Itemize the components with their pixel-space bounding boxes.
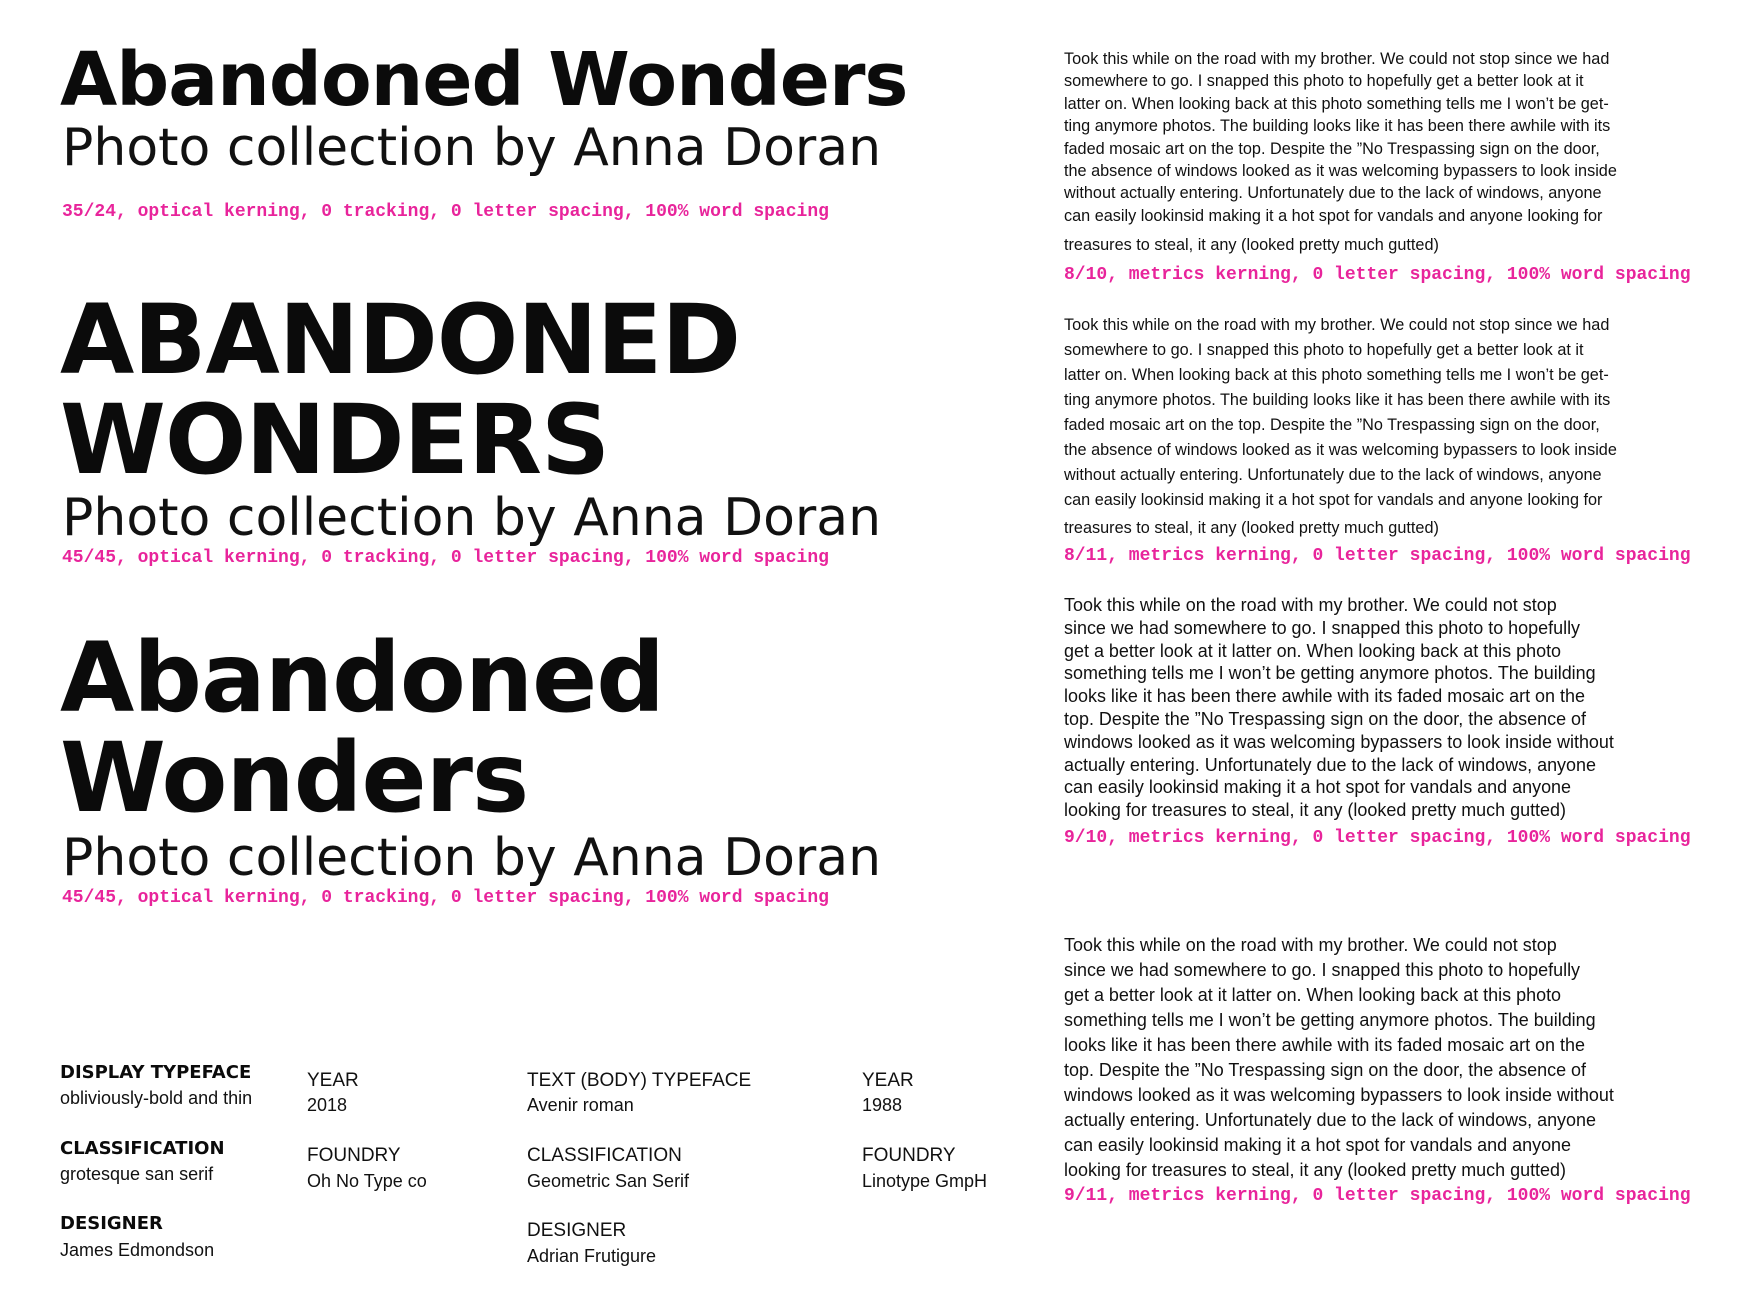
- body-line: ting anymore photos. The building looks like it has been there awhile with its: [1064, 117, 1611, 136]
- body-line: looks like it has been there awhile with its faded mosaic art on the: [1064, 685, 1585, 707]
- display-designer-value: James Edmondson: [60, 1240, 215, 1260]
- display-year-label: YEAR: [307, 1070, 359, 1091]
- display-foundry-label: FOUNDRY: [307, 1145, 401, 1166]
- body-line: something tells me I won’t be getting anymore photos. The building: [1064, 1009, 1596, 1030]
- specimen-3-title-line1: Abandoned: [60, 622, 664, 734]
- specimen-3-subtitle: Photo collection by Anna Doran: [62, 828, 882, 888]
- body-line: actually entering. Unfortunately due to the lack of windows, anyone: [1064, 1109, 1596, 1130]
- body-sample-4: [1064, 932, 1744, 1182]
- body-sample-3: [1064, 594, 1744, 822]
- text-designer-value: Adrian Frutigure: [527, 1246, 657, 1266]
- specimen-1-title: Abandoned Wonders: [60, 37, 908, 123]
- display-typeface-value: obliviously-bold and thin: [60, 1088, 253, 1108]
- body-line: something tells me I won’t be getting anymore photos. The building: [1064, 662, 1596, 684]
- specimen-1-spec: 35/24, optical kerning, 0 tracking, 0 letter spacing, 100% word spacing: [62, 202, 829, 222]
- body-line: somewhere to go. I snapped this photo to hopefully get a better look at it: [1064, 72, 1584, 91]
- body-sample-1: [1064, 48, 1724, 257]
- display-classification-value: grotesque san serif: [60, 1164, 214, 1184]
- body-line: faded mosaic art on the top. Despite the ”No Trespassing sign on the door,: [1064, 416, 1600, 434]
- display-typeface-label: DISPLAY TYPEFACE: [60, 1062, 252, 1083]
- text-year-value: 1988: [862, 1095, 903, 1115]
- body-line: the absence of windows looked as it was welcoming bypassers to look inside: [1064, 441, 1617, 459]
- body-line: Took this while on the road with my brother. We could not stop: [1064, 934, 1557, 955]
- body-line: treasures to steal, it any (looked pretty much gutted): [1064, 236, 1439, 255]
- specimen-2-title-line2: WONDERS: [60, 384, 610, 496]
- body-line: without actually entering. Unfortunately due to the lack of windows, anyone: [1064, 184, 1602, 203]
- body-line: can easily lookinsid making it a hot spot for vandals and anyone looking for: [1064, 491, 1603, 509]
- body-line: latter on. When looking back at this photo something tells me I won’t be get-: [1064, 94, 1609, 113]
- body-sample-1-spec: 8/10, metrics kerning, 0 letter spacing, 100% word spacing: [1064, 265, 1691, 285]
- display-classification-label: CLASSIFICATION: [60, 1138, 225, 1159]
- text-classification-label: CLASSIFICATION: [527, 1145, 682, 1166]
- body-line: Took this while on the road with my brother. We could not stop since we had: [1064, 316, 1610, 334]
- text-typeface-label: TEXT (BODY) TYPEFACE: [527, 1070, 752, 1091]
- body-line: faded mosaic art on the top. Despite the ”No Trespassing sign on the door,: [1064, 139, 1600, 158]
- body-line: somewhere to go. I snapped this photo to hopefully get a better look at it: [1064, 341, 1584, 359]
- text-foundry-label: FOUNDRY: [862, 1145, 956, 1166]
- body-line: since we had somewhere to go. I snapped this photo to hopefully: [1064, 959, 1581, 980]
- body-line: can easily lookinsid making it a hot spot for vandals and anyone looking for: [1064, 206, 1603, 225]
- body-sample-2: [1064, 313, 1724, 541]
- text-typeface-value: Avenir roman: [527, 1095, 634, 1115]
- specimen-2-title-line1: ABANDONED: [60, 284, 741, 396]
- body-line: windows looked as it was welcoming bypassers to look inside without: [1064, 1084, 1614, 1105]
- specimen-2-subtitle: Photo collection by Anna Doran: [62, 488, 882, 548]
- text-designer-label: DESIGNER: [527, 1220, 627, 1241]
- body-line: get a better look at it latter on. When looking back at this photo: [1064, 639, 1562, 661]
- body-sample-4-spec: 9/11, metrics kerning, 0 letter spacing, 100% word spacing: [1064, 1186, 1691, 1206]
- specimen-3-title-line2: Wonders: [60, 722, 529, 834]
- body-line: Took this while on the road with my brother. We could not stop: [1064, 594, 1557, 615]
- body-line: get a better look at it latter on. When looking back at this photo: [1064, 984, 1562, 1005]
- body-line: top. Despite the ”No Trespassing sign on the door, the absence of: [1064, 707, 1587, 729]
- text-year-label: YEAR: [862, 1070, 914, 1091]
- body-line: latter on. When looking back at this photo something tells me I won’t be get-: [1064, 366, 1609, 384]
- specimen-1-subtitle: Photo collection by Anna Doran: [62, 118, 882, 178]
- body-line: can easily lookinsid making it a hot spot for vandals and anyone: [1064, 776, 1572, 798]
- text-foundry-value: Linotype GmpH: [862, 1171, 988, 1191]
- body-line: since we had somewhere to go. I snapped this photo to hopefully: [1064, 616, 1581, 638]
- display-year-value: 2018: [307, 1095, 348, 1115]
- body-sample-3-spec: 9/10, metrics kerning, 0 letter spacing, 100% word spacing: [1064, 828, 1691, 848]
- specimen-2-spec: 45/45, optical kerning, 0 tracking, 0 letter spacing, 100% word spacing: [62, 548, 829, 568]
- body-line: can easily lookinsid making it a hot spot for vandals and anyone: [1064, 1134, 1572, 1155]
- body-line: actually entering. Unfortunately due to the lack of windows, anyone: [1064, 753, 1596, 775]
- body-line: Took this while on the road with my brother. We could not stop since we had: [1064, 50, 1610, 68]
- body-line: the absence of windows looked as it was welcoming bypassers to look inside: [1064, 162, 1617, 181]
- body-line: without actually entering. Unfortunately due to the lack of windows, anyone: [1064, 466, 1602, 484]
- body-line: treasures to steal, it any (looked pretty much gutted): [1064, 519, 1439, 537]
- display-foundry-value: Oh No Type co: [307, 1171, 427, 1191]
- body-line: windows looked as it was welcoming bypassers to look inside without: [1064, 730, 1614, 752]
- text-classification-value: Geometric San Serif: [527, 1171, 690, 1191]
- body-line: looks like it has been there awhile with its faded mosaic art on the: [1064, 1034, 1585, 1055]
- body-line: ting anymore photos. The building looks like it has been there awhile with its: [1064, 391, 1611, 409]
- display-designer-label: DESIGNER: [60, 1213, 163, 1234]
- body-line: looking for treasures to steal, it any (looked pretty much gutted): [1064, 1159, 1567, 1180]
- body-sample-2-spec: 8/11, metrics kerning, 0 letter spacing, 100% word spacing: [1064, 546, 1691, 566]
- specimen-3-spec: 45/45, optical kerning, 0 tracking, 0 letter spacing, 100% word spacing: [62, 888, 829, 908]
- body-line: looking for treasures to steal, it any (looked pretty much gutted): [1064, 799, 1567, 821]
- body-line: top. Despite the ”No Trespassing sign on the door, the absence of: [1064, 1059, 1587, 1080]
